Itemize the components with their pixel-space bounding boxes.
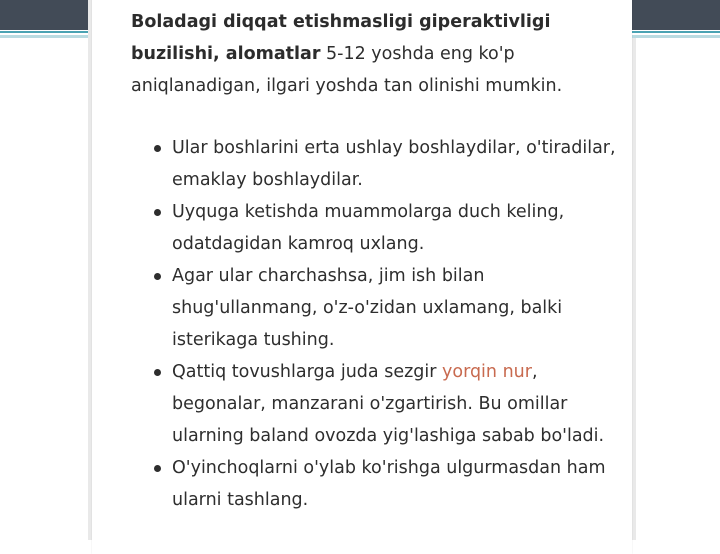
article-intro-text: 5-12 yoshda eng ko'p aniqlanadigan, ilgari yoshda tan olinishi mumkin. xyxy=(131,44,563,96)
card-shadow-right xyxy=(632,38,636,540)
slide-header-bar-left xyxy=(0,0,92,30)
symptom-item xyxy=(131,452,621,516)
article-intro xyxy=(131,6,621,102)
symptom-text: O'yinchoqlarni o'ylab ko'rishga ulgurmasdan ham ularni tashlang. xyxy=(172,458,606,510)
slide-stripe-right xyxy=(632,31,720,33)
symptom-text: Agar ular charchashsa, jim ish bilan shug'ullanmang, o'z-o'zidan uxlamang, balki isterikaga tushing. xyxy=(172,266,563,350)
symptom-item xyxy=(131,356,621,452)
symptom-list xyxy=(131,132,621,516)
symptom-text: Ular boshlarini erta ushlay boshlaydilar, o'tiradilar, emaklay boshlaydilar. xyxy=(172,138,616,190)
symptom-item xyxy=(131,260,621,356)
slide-stripe-right-accent xyxy=(648,41,668,42)
article-content xyxy=(131,6,621,516)
symptom-text: Uyquga ketishda muammolarga duch keling, odatdagidan kamroq uxlang. xyxy=(172,202,565,254)
article-title-bold: Boladagi diqqat etishmasligi giperaktivligi buzilishi, alomatlar xyxy=(131,12,551,64)
slide-header-bar-right xyxy=(632,0,720,30)
bright-light-link[interactable]: yorqin nur xyxy=(442,362,532,382)
slide-stripe-left-light xyxy=(0,35,92,38)
symptom-text-after-link: , begonalar, manzarani o'zgartirish. Bu omillar ularning baland ovozda yig'lashiga sabab bo'ladi. xyxy=(172,362,605,446)
symptom-item xyxy=(131,196,621,260)
symptom-item xyxy=(131,132,621,196)
slide-stripe-left xyxy=(0,31,92,33)
slide-stripe-right-light xyxy=(632,35,720,38)
symptom-text-before-link: Qattiq tovushlarga juda sezgir xyxy=(172,362,442,382)
